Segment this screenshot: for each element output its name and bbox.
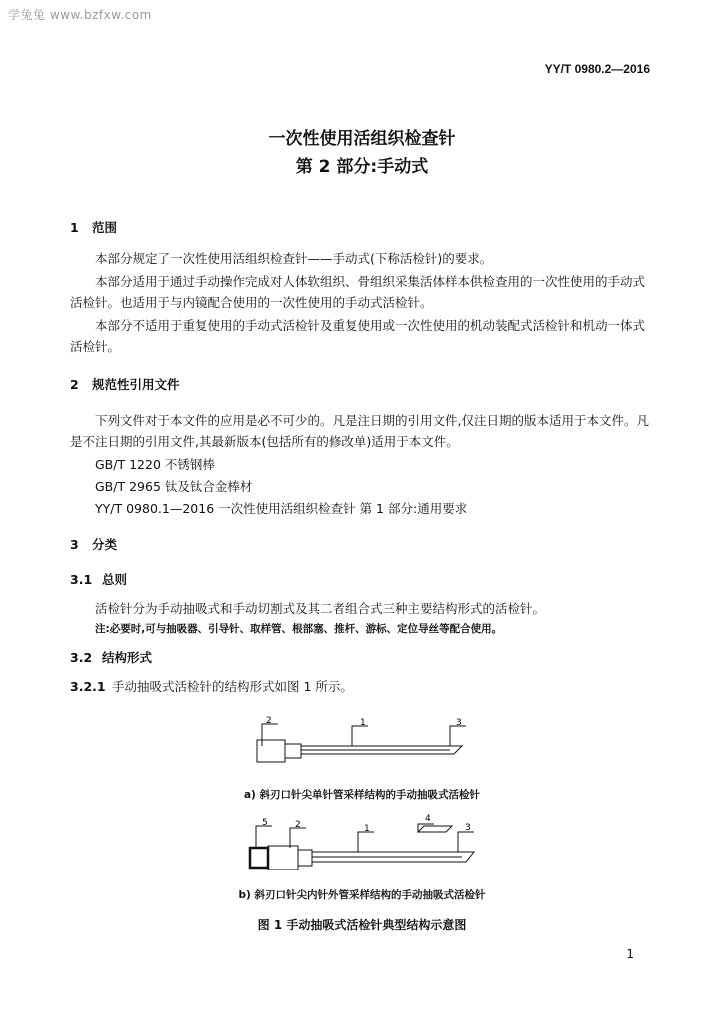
section-number: 3.2 xyxy=(70,650,93,665)
figure-b-diagram xyxy=(240,808,490,870)
watermark: 学兔兔 www.bzfxw.com xyxy=(8,8,152,22)
section-title: 结构形式 xyxy=(102,650,153,665)
clause-3-2-1 xyxy=(70,677,353,695)
figure-a-caption: a) 斜刃口针尖单针管采样结构的手动抽吸式活检针 xyxy=(243,789,481,801)
stylet-tip xyxy=(418,826,452,832)
section-number: 2 xyxy=(70,377,79,392)
section-number: 1 xyxy=(70,220,79,235)
paragraph: 活检针分为手动抽吸式和手动切割式及其二者组合式三种主要结构形式的活检针。 xyxy=(95,601,546,616)
section-title: 分类 xyxy=(92,537,118,552)
paragraph: 下列文件对于本文件的应用是必不可少的。凡是注日期的引用文件,仅注日期的版本适用于本文件。凡是不注日期的引用文件,其最新版本(包括所有的修改单)适用于本文件。 xyxy=(70,413,649,449)
paragraph: 本部分不适用于重复使用的手动式活检针及重复使用或一次性使用的机动装配式活检针和机动一体式活检针。 xyxy=(70,318,646,354)
callout-label: 3 xyxy=(465,823,471,833)
subsection-3-1-heading xyxy=(70,570,127,588)
needle-hub xyxy=(257,740,285,762)
section-number: 3 xyxy=(70,537,79,552)
subsection-3-2-heading xyxy=(70,648,152,666)
figure-a-diagram xyxy=(240,712,490,767)
callout-label: 2 xyxy=(295,820,301,830)
section-number: 3.2.1 xyxy=(70,679,106,694)
section-2-heading xyxy=(70,375,180,393)
figure-title: 图 1 手动抽吸式活检针典型结构示意图 xyxy=(257,918,467,932)
section-number: 3.1 xyxy=(70,572,93,587)
reference-item: GB/T 2965 钛及钛合金棒材 xyxy=(95,479,253,494)
section-3-heading xyxy=(70,535,117,553)
section-1-heading xyxy=(70,218,117,236)
root-plug xyxy=(250,848,268,868)
section-title: 总则 xyxy=(102,572,128,587)
callout-label: 1 xyxy=(360,718,366,728)
doc-title: 一次性使用活组织检查针 xyxy=(268,129,456,149)
callout-label: 2 xyxy=(266,716,272,726)
callout-label: 5 xyxy=(262,818,268,828)
note: 注:必要时,可与抽吸器、引导针、取样管、根部塞、推杆、游标、定位导丝等配合使用。 xyxy=(95,623,503,635)
reference-item: YY/T 0980.1—2016 一次性使用活组织检查针 第 1 部分:通用要求 xyxy=(95,501,468,516)
figure-b-caption: b) 斜刃口针尖内针外管采样结构的手动抽吸式活检针 xyxy=(238,889,486,901)
doc-subtitle: 第 2 部分:手动式 xyxy=(295,157,429,177)
needle-connector xyxy=(298,850,312,866)
needle-hub xyxy=(268,846,298,870)
callout-label: 1 xyxy=(364,824,370,834)
page-number: 1 xyxy=(626,947,634,961)
needle-connector xyxy=(285,744,301,758)
callout-label: 4 xyxy=(425,814,431,824)
reference-item: GB/T 1220 不锈钢棒 xyxy=(95,457,215,472)
section-title: 范围 xyxy=(92,220,118,235)
section-title: 规范性引用文件 xyxy=(92,377,180,392)
paragraph: 本部分适用于通过手动操作完成对人体软组织、骨组织采集活体样本供检查用的一次性使用的手动式活检针。也适用于与内镜配合使用的一次性使用的手动式活检针。 xyxy=(70,274,646,310)
paragraph: 本部分规定了一次性使用活组织检查针——手动式(下称活检针)的要求。 xyxy=(95,251,493,266)
standard-code: YY/T 0980.2—2016 xyxy=(544,62,650,76)
clause-text: 手动抽吸式活检针的结构形式如图 1 所示。 xyxy=(112,679,353,694)
callout-label: 3 xyxy=(456,718,462,728)
